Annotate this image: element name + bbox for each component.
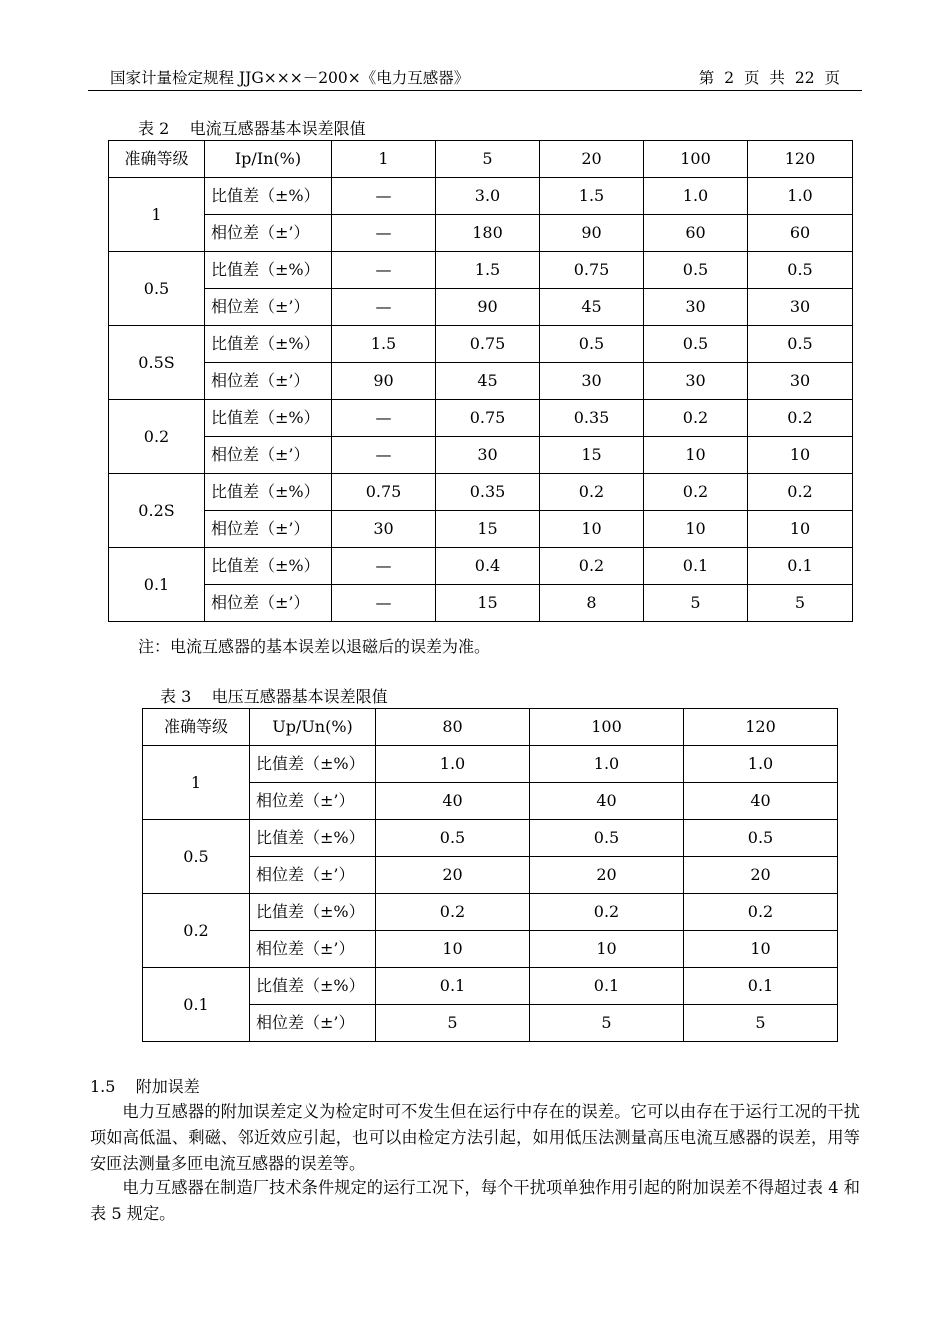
- value-cell: 45: [436, 363, 540, 400]
- value-cell: 0.1: [530, 968, 684, 1005]
- accuracy-class-cell: 0.2S: [109, 474, 205, 548]
- accuracy-class-cell: 0.5S: [109, 326, 205, 400]
- value-cell: 5: [748, 585, 853, 622]
- value-cell: 5: [530, 1005, 684, 1042]
- accuracy-class-cell: 0.5: [143, 820, 250, 894]
- value-cell: 0.75: [540, 252, 644, 289]
- header-cell: 20: [540, 141, 644, 178]
- error-type-cell: 相位差（±’）: [205, 511, 332, 548]
- header-cell: 120: [748, 141, 853, 178]
- accuracy-class-cell: 0.5: [109, 252, 205, 326]
- value-cell: —: [332, 289, 436, 326]
- accuracy-class-cell: 0.1: [143, 968, 250, 1042]
- value-cell: 0.2: [540, 548, 644, 585]
- error-type-cell: 相位差（±’）: [250, 931, 376, 968]
- value-cell: 0.1: [376, 968, 530, 1005]
- value-cell: 40: [376, 783, 530, 820]
- header-cell: 准确等级: [109, 141, 205, 178]
- value-cell: 0.2: [748, 474, 853, 511]
- table-row: [109, 215, 853, 252]
- value-cell: 0.5: [376, 820, 530, 857]
- error-type-cell: 比值差（±%）: [205, 474, 332, 511]
- table-row: [109, 400, 853, 437]
- value-cell: 60: [748, 215, 853, 252]
- value-cell: 5: [376, 1005, 530, 1042]
- error-type-cell: 比值差（±%）: [250, 894, 376, 931]
- current-transformer-error-table: [108, 140, 853, 622]
- value-cell: 5: [644, 585, 748, 622]
- value-cell: 10: [748, 437, 853, 474]
- value-cell: 0.2: [748, 400, 853, 437]
- value-cell: 90: [436, 289, 540, 326]
- value-cell: 1.5: [332, 326, 436, 363]
- value-cell: 40: [530, 783, 684, 820]
- value-cell: 20: [530, 857, 684, 894]
- error-type-cell: 相位差（±’）: [205, 363, 332, 400]
- section-heading: 1.5 附加误差: [90, 1077, 200, 1096]
- value-cell: 1.0: [376, 746, 530, 783]
- error-type-cell: 相位差（±’）: [250, 857, 376, 894]
- value-cell: 0.75: [436, 400, 540, 437]
- section-paragraph: 电力互感器的附加误差定义为检定时可不发生但在运行中存在的误差。它可以由存在于运行工况的干扰项如高低温、剩磁、邻近效应引起，也可以由检定方法引起，如用低压法测量高压电流互感器的误差，用等安匝法测量多匝电流互感器的误差等。: [90, 1102, 860, 1173]
- value-cell: 60: [644, 215, 748, 252]
- value-cell: —: [332, 585, 436, 622]
- value-cell: 0.2: [376, 894, 530, 931]
- value-cell: 30: [748, 289, 853, 326]
- error-type-cell: 比值差（±%）: [250, 820, 376, 857]
- accuracy-class-cell: 1: [109, 178, 205, 252]
- value-cell: 8: [540, 585, 644, 622]
- value-cell: 90: [332, 363, 436, 400]
- value-cell: 0.1: [748, 548, 853, 585]
- error-type-cell: 比值差（±%）: [250, 968, 376, 1005]
- table-row: [109, 252, 853, 289]
- value-cell: 1.0: [530, 746, 684, 783]
- error-type-cell: 相位差（±’）: [205, 437, 332, 474]
- value-cell: 180: [436, 215, 540, 252]
- error-type-cell: 相位差（±’）: [205, 289, 332, 326]
- section-paragraph: 电力互感器在制造厂技术条件规定的运行工况下，每个干扰项单独作用引起的附加误差不得超过表 4 和表 5 规定。: [90, 1178, 860, 1223]
- value-cell: 0.2: [530, 894, 684, 931]
- value-cell: 0.5: [748, 252, 853, 289]
- value-cell: 0.5: [748, 326, 853, 363]
- value-cell: —: [332, 178, 436, 215]
- value-cell: 0.75: [436, 326, 540, 363]
- value-cell: —: [332, 548, 436, 585]
- error-type-cell: 相位差（±’）: [205, 585, 332, 622]
- value-cell: 0.5: [540, 326, 644, 363]
- value-cell: 0.35: [436, 474, 540, 511]
- value-cell: 0.35: [540, 400, 644, 437]
- error-type-cell: 相位差（±’）: [205, 215, 332, 252]
- value-cell: 45: [540, 289, 644, 326]
- value-cell: 10: [376, 931, 530, 968]
- value-cell: —: [332, 400, 436, 437]
- value-cell: 30: [436, 437, 540, 474]
- value-cell: 1.5: [436, 252, 540, 289]
- error-type-cell: 比值差（±%）: [205, 326, 332, 363]
- value-cell: 20: [376, 857, 530, 894]
- table-row: [143, 820, 838, 857]
- value-cell: 1.0: [748, 178, 853, 215]
- header-cell: 1: [332, 141, 436, 178]
- table-row: [109, 437, 853, 474]
- value-cell: —: [332, 215, 436, 252]
- header-cell: 100: [530, 709, 684, 746]
- header-title: 国家计量检定规程 JJG×××－200×《电力互感器》: [110, 69, 470, 87]
- table-row: [143, 746, 838, 783]
- table-row: [109, 289, 853, 326]
- value-cell: 15: [436, 511, 540, 548]
- value-cell: 1.5: [540, 178, 644, 215]
- table-row: [109, 363, 853, 400]
- value-cell: 10: [684, 931, 838, 968]
- table2-note: 注：电流互感器的基本误差以退磁后的误差为准。: [138, 637, 491, 656]
- value-cell: 0.5: [644, 326, 748, 363]
- value-cell: —: [332, 437, 436, 474]
- value-cell: 0.1: [644, 548, 748, 585]
- table-row: [109, 178, 853, 215]
- value-cell: 1.0: [644, 178, 748, 215]
- value-cell: 20: [684, 857, 838, 894]
- table-row: [143, 894, 838, 931]
- error-type-cell: 比值差（±%）: [205, 178, 332, 215]
- table-row: [109, 474, 853, 511]
- value-cell: 0.2: [644, 474, 748, 511]
- voltage-transformer-error-table: [142, 708, 838, 1042]
- value-cell: 0.2: [684, 894, 838, 931]
- error-type-cell: 比值差（±%）: [205, 548, 332, 585]
- value-cell: 30: [644, 289, 748, 326]
- accuracy-class-cell: 0.2: [109, 400, 205, 474]
- value-cell: 40: [684, 783, 838, 820]
- error-type-cell: 相位差（±’）: [250, 783, 376, 820]
- table-row: [143, 968, 838, 1005]
- value-cell: 90: [540, 215, 644, 252]
- value-cell: 15: [540, 437, 644, 474]
- error-type-cell: 比值差（±%）: [205, 400, 332, 437]
- error-type-cell: 比值差（±%）: [205, 252, 332, 289]
- value-cell: 10: [530, 931, 684, 968]
- value-cell: 0.5: [644, 252, 748, 289]
- value-cell: 30: [332, 511, 436, 548]
- value-cell: 30: [540, 363, 644, 400]
- value-cell: 0.4: [436, 548, 540, 585]
- table-row: [109, 511, 853, 548]
- header-cell: 100: [644, 141, 748, 178]
- value-cell: 0.75: [332, 474, 436, 511]
- value-cell: 10: [748, 511, 853, 548]
- table-header-row: [109, 141, 853, 178]
- accuracy-class-cell: 0.2: [143, 894, 250, 968]
- table-header-row: [143, 709, 838, 746]
- header-cell: Up/Un(%): [250, 709, 376, 746]
- value-cell: 3.0: [436, 178, 540, 215]
- value-cell: 0.5: [684, 820, 838, 857]
- value-cell: —: [332, 252, 436, 289]
- header-page-number: 第 2 页 共 22 页: [698, 69, 840, 87]
- error-type-cell: 比值差（±%）: [250, 746, 376, 783]
- error-type-cell: 相位差（±’）: [250, 1005, 376, 1042]
- value-cell: 0.2: [644, 400, 748, 437]
- accuracy-class-cell: 1: [143, 746, 250, 820]
- table3-caption: 表 3 电压互感器基本误差限值: [160, 687, 388, 706]
- value-cell: 30: [644, 363, 748, 400]
- value-cell: 0.2: [540, 474, 644, 511]
- header-cell: 80: [376, 709, 530, 746]
- page-header: [88, 62, 862, 91]
- value-cell: 15: [436, 585, 540, 622]
- header-cell: 准确等级: [143, 709, 250, 746]
- value-cell: 10: [644, 511, 748, 548]
- header-cell: 120: [684, 709, 838, 746]
- value-cell: 5: [684, 1005, 838, 1042]
- value-cell: 30: [748, 363, 853, 400]
- value-cell: 10: [644, 437, 748, 474]
- header-cell: Ip/In(%): [205, 141, 332, 178]
- accuracy-class-cell: 0.1: [109, 548, 205, 622]
- table-row: [109, 326, 853, 363]
- table-row: [109, 585, 853, 622]
- value-cell: 0.5: [530, 820, 684, 857]
- value-cell: 10: [540, 511, 644, 548]
- value-cell: 1.0: [684, 746, 838, 783]
- table2-caption: 表 2 电流互感器基本误差限值: [138, 119, 366, 138]
- table-row: [109, 548, 853, 585]
- header-cell: 5: [436, 141, 540, 178]
- value-cell: 0.1: [684, 968, 838, 1005]
